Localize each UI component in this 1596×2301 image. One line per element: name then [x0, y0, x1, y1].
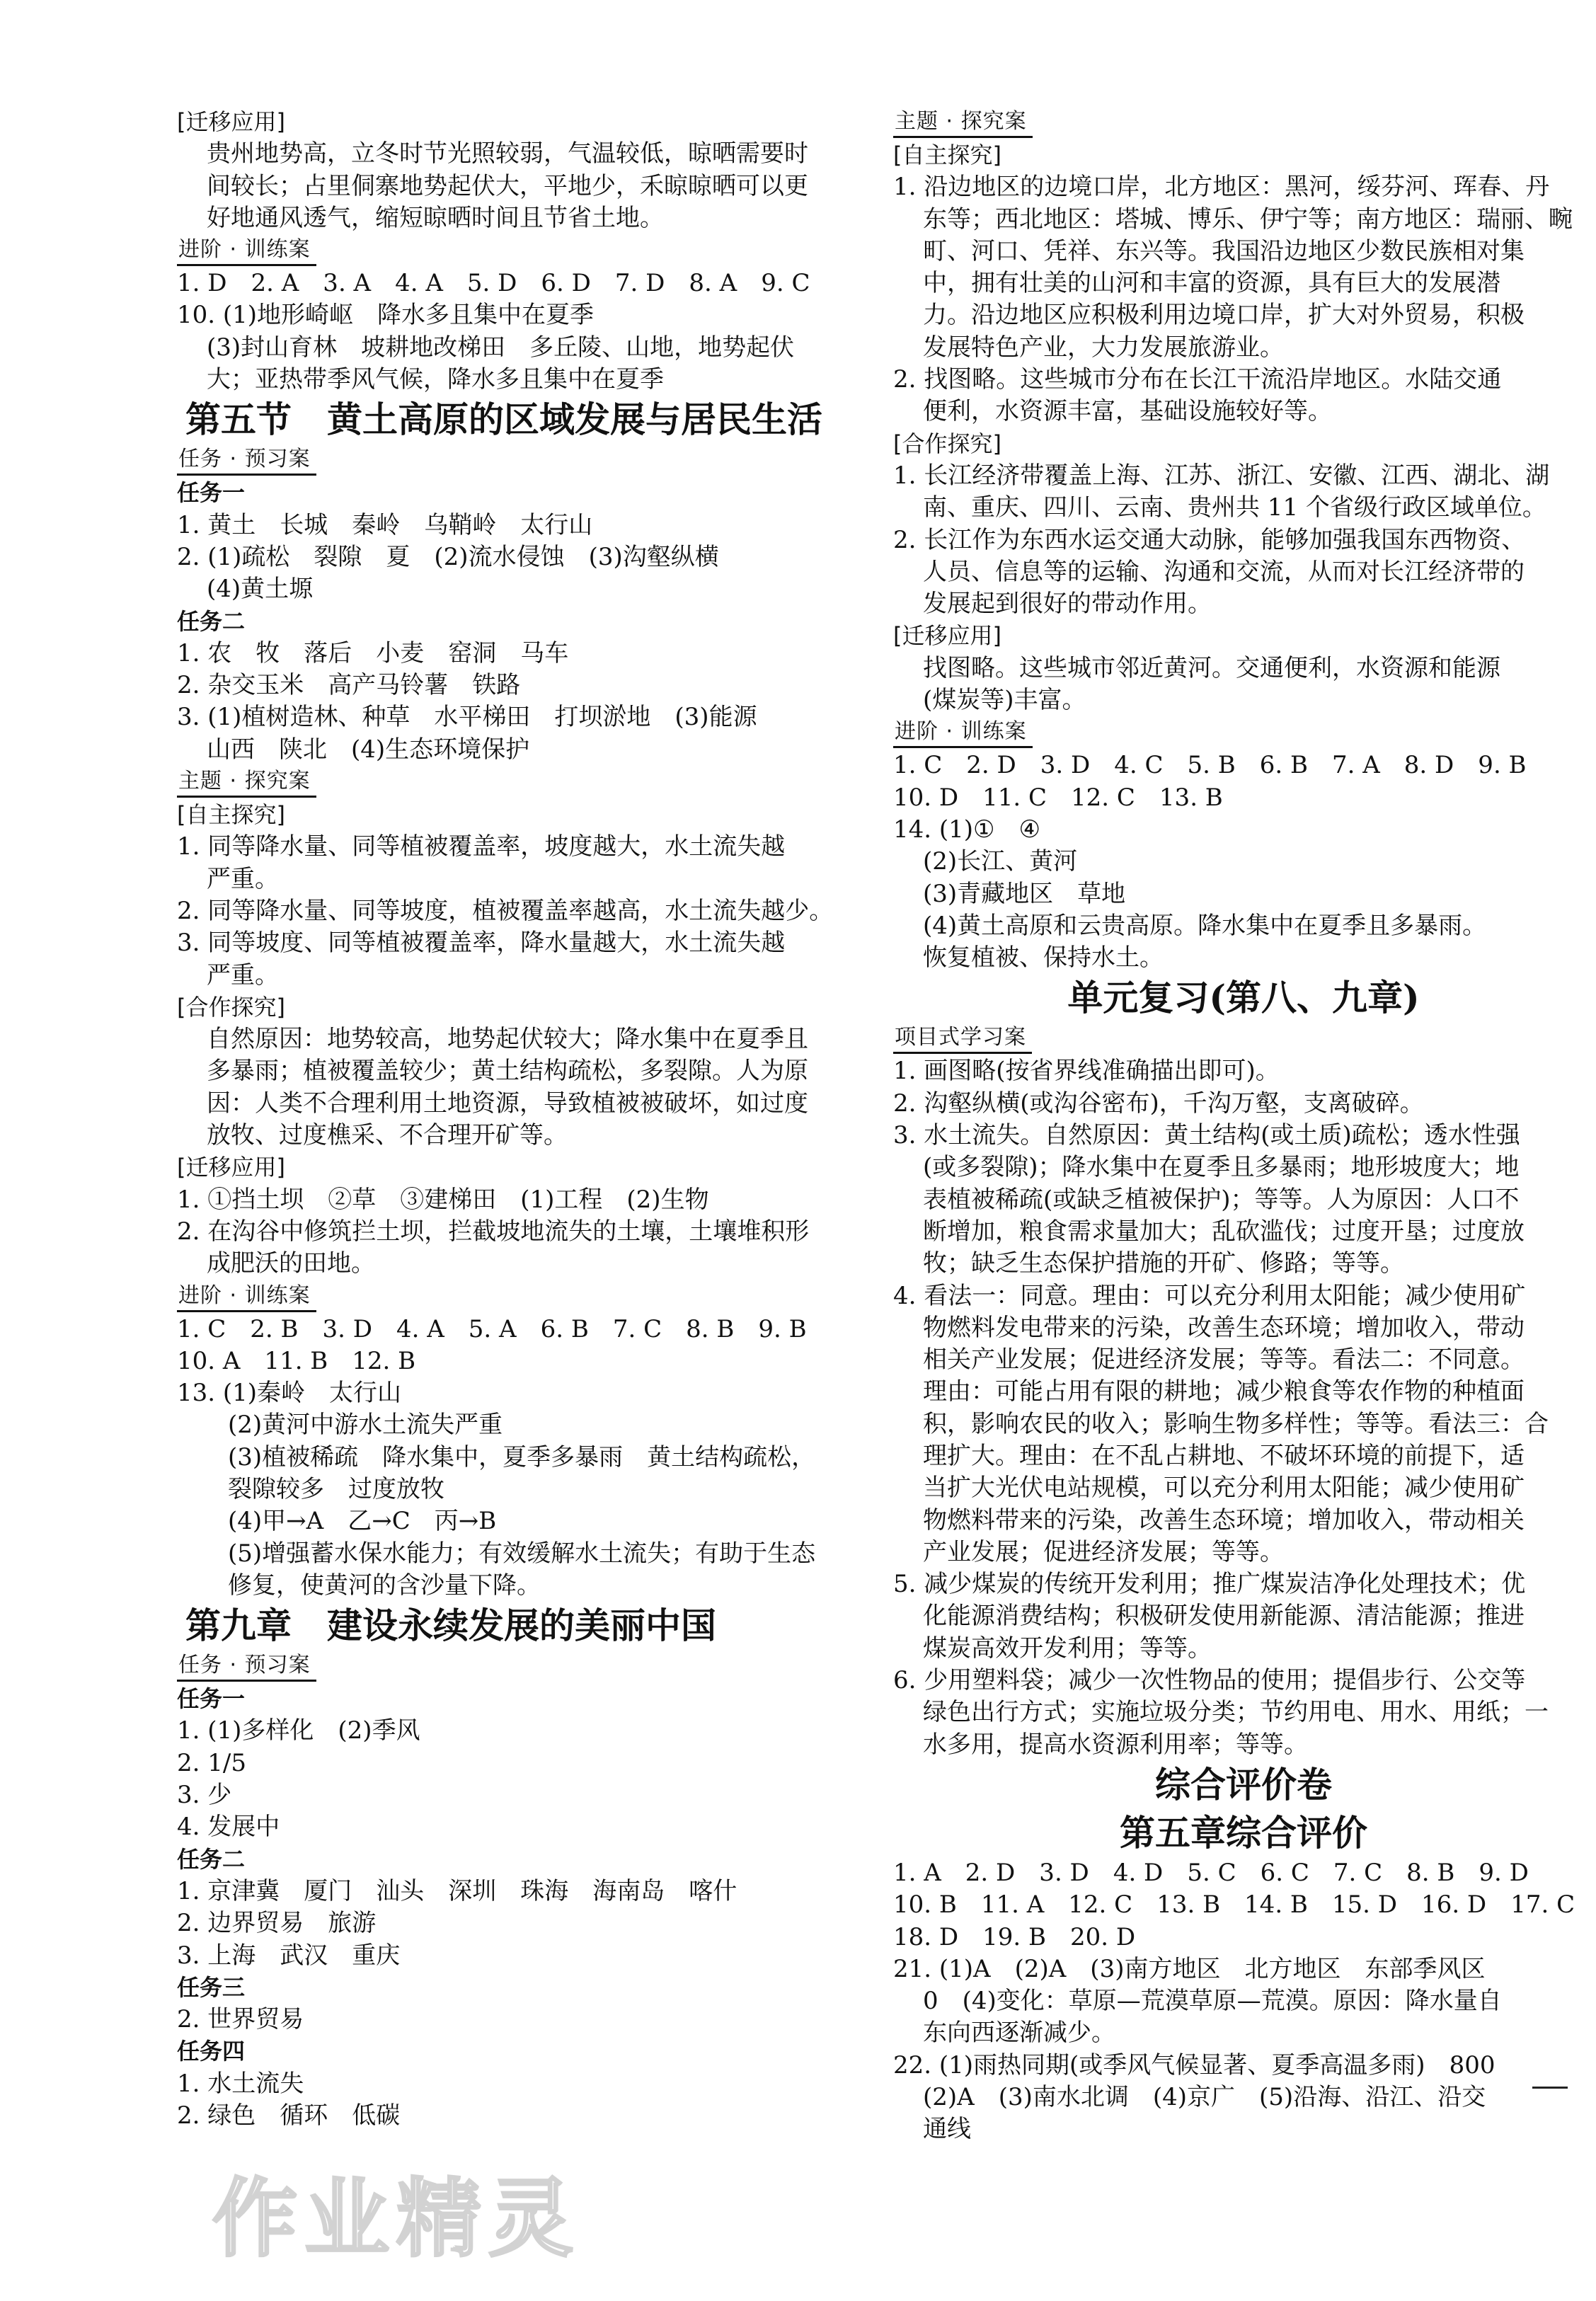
answer-line: 东向西逐渐减少。 — [923, 2019, 1115, 2048]
answer-line: 22. (1)雨热同期(或季风气候显著、夏季高温多雨) 800 — [893, 2050, 1495, 2079]
answer-line: 便利，水资源丰富，基础设施较好等。 — [923, 397, 1332, 426]
answer-line: 1. 京津冀 厦门 汕头 深圳 珠海 海南岛 喀什 — [177, 1876, 737, 1905]
subsection-label: [ 迁移应用 ] — [177, 106, 878, 138]
answer-line: 2. (1)疏松 裂隙 夏 (2)流水侵蚀 (3)沟壑纵横 — [177, 542, 719, 571]
answer-line: 裂隙较多 过度放牧 — [228, 1474, 444, 1503]
section-tag: 主题 · 探究案 — [893, 108, 1033, 138]
answer-line: 2. 沟壑纵横(或沟谷密布)，千沟万壑，支离破碎。 — [893, 1089, 1424, 1118]
answer-line: 表植被稀疏(或缺乏植被保护)；等等。人为原因：人口不 — [923, 1185, 1520, 1214]
answer-line: 力。沿边地区应积极利用边境口岸，扩大对外贸易，积极 — [923, 301, 1525, 330]
answer-line: (2)黄河中游水土流失严重 — [228, 1411, 503, 1440]
section-tag-row — [177, 234, 878, 268]
task-heading: 任务一 — [177, 1685, 246, 1713]
section-tag: 任务 · 预习案 — [177, 445, 316, 476]
answer-line: 14. (1)① ④ — [893, 815, 1041, 844]
answer-line: 1. D 2. A 3. A 4. A 5. D 6. D 7. D 8. A 9. C — [177, 269, 810, 298]
answer-line: 间较长；占里侗寨地势起伏大，平地少，禾晾晾晒可以更 — [207, 171, 808, 200]
subsection-label: [ 迁移应用 ] — [893, 620, 1594, 652]
answer-line: 10. (1)地形崎岖 降水多且集中在夏季 — [177, 301, 595, 330]
answer-line: 1. C 2. D 3. D 4. C 5. B 6. B 7. A 8. D 9. B — [893, 751, 1527, 780]
answer-line: (3)青藏地区 草地 — [923, 879, 1126, 908]
task-heading: 任务三 — [177, 1973, 246, 2001]
answer-line: 2. 1/5 — [177, 1748, 246, 1777]
answer-line: 煤炭高效开发利用；等等。 — [923, 1634, 1212, 1663]
answer-line: 3. 同等坡度、同等植被覆盖率，降水量越大，水土流失越 — [177, 929, 786, 958]
answer-line: 10. A 11. B 12. B — [177, 1346, 416, 1375]
answer-line: 13. (1)秦岭 太行山 — [177, 1379, 402, 1408]
answer-line: (煤炭等)丰富。 — [923, 686, 1086, 715]
answer-line: 5. 减少煤炭的传统开发利用；推广煤炭洁净化处理技术；优 — [893, 1570, 1526, 1599]
page-corner-mark — [1532, 2087, 1568, 2089]
answer-line: 21. (1)A (2)A (3)南方地区 北方地区 东部季风区 — [893, 1954, 1486, 1983]
answer-line: 通线 — [923, 2115, 971, 2144]
answer-line: 3. 水土流失。自然原因：黄土结构(或土质)疏松；透水性强 — [893, 1121, 1520, 1150]
subsection-label: [ 合作探究 ] — [177, 992, 878, 1023]
answer-line: 绿色出行方式；实施垃圾分类；节约用电、用水、用纸；一 — [923, 1698, 1549, 1727]
answer-line: 1. 同等降水量、同等植被覆盖率，坡度越大，水土流失越 — [177, 832, 786, 861]
answer-line: 2. 同等降水量、同等坡度，植被覆盖率越高，水土流失越少。 — [177, 896, 834, 925]
section-tag: 进阶 · 训练案 — [177, 1282, 316, 1312]
answer-line: (3)封山育林 坡耕地改梯田 多丘陵、山地，地势起伏 — [207, 333, 795, 362]
section-heading: 第五章综合评价 — [1120, 1811, 1367, 1854]
answer-line: 多暴雨；植被覆盖较少；黄土结构疏松，多裂隙。人为原 — [207, 1057, 808, 1086]
answer-line: 恢复植被、保持水土。 — [923, 943, 1164, 972]
section-heading: 第五节 黄土高原的区域发展与居民生活 — [185, 398, 822, 441]
answer-line: 1. (1)多样化 (2)季风 — [177, 1716, 420, 1745]
answer-line: 成肥沃的田地。 — [207, 1249, 375, 1278]
answer-line: (4)黄土高原和云贵高原。降水集中在夏季且多暴雨。 — [923, 911, 1487, 940]
section-tag: 项目式学习案 — [893, 1023, 1032, 1054]
answer-line: 积，影响农民的收入；影响生物多样性；等等。看法三：合 — [923, 1409, 1549, 1438]
answer-line: 大；亚热带季风气候，降水多且集中在夏季 — [207, 365, 664, 394]
answer-line: (4)黄土塬 — [207, 575, 314, 604]
right-column — [893, 106, 1594, 2146]
task-heading: 任务四 — [177, 2038, 246, 2065]
subsection-label: [ 自主探究 ] — [177, 799, 878, 831]
answer-line: 6. 少用塑料袋；减少一次性物品的使用；提倡步行、公交等 — [893, 1666, 1526, 1695]
task-heading: 任务二 — [177, 607, 246, 635]
answer-line: 3. 上海 武汉 重庆 — [177, 1941, 401, 1970]
answer-line: 东等；西北地区：塔城、博乐、伊宁等；南方地区：瑞丽、畹 — [923, 205, 1573, 234]
section-heading: 单元复习(第八、九章) — [1067, 977, 1420, 1019]
answer-line: 3. (1)植树造林、种草 水平梯田 打坝淤地 (3)能源 — [177, 703, 757, 732]
task-heading: 任务二 — [177, 1845, 246, 1873]
answer-line: 当扩大光伏电站规模，可以充分利用太阳能；减少使用矿 — [923, 1474, 1525, 1503]
section-tag: 进阶 · 训练案 — [893, 718, 1033, 748]
answer-line: (2)A (3)南水北调 (4)京广 (5)沿海、沿江、沿交 — [923, 2083, 1486, 2112]
answer-line: 2. 世界贸易 — [177, 2005, 304, 2034]
answer-line: 1. 农 牧 落后 小麦 窑洞 马车 — [177, 638, 569, 667]
section-tag-row — [893, 1022, 1594, 1055]
answer-line: (5)增强蓄水保水能力；有效缓解水土流失；有助于生态 — [228, 1539, 816, 1568]
answer-line: 产业发展；促进经济发展；等等。 — [923, 1537, 1284, 1566]
answer-line: 18. D 19. B 20. D — [893, 1922, 1136, 1951]
section-tag-row — [893, 106, 1594, 139]
answer-line: 3. 少 — [177, 1781, 232, 1810]
answer-line: 物燃料带来的污染，改善生态环境；增加收入，带动相关 — [923, 1505, 1525, 1534]
section-tag-row — [177, 1650, 878, 1683]
answer-line: (或多裂隙)；降水集中在夏季且多暴雨；地形坡度大；地 — [923, 1153, 1520, 1182]
answer-line: 1. 水土流失 — [177, 2069, 304, 2098]
answer-line: 10. D 11. C 12. C 13. B — [893, 783, 1223, 812]
answer-line: 好地通风透气，缩短晾晒时间且节省土地。 — [207, 203, 664, 232]
answer-line: 2. 在沟谷中修筑拦土坝，拦截坡地流失的土壤，土壤堆积形 — [177, 1217, 810, 1246]
answer-line: 化能源消费结构；积极研发使用新能源、清洁能源；推进 — [923, 1602, 1525, 1631]
answer-line: 贵州地势高，立冬时节光照较弱，气温较低，晾晒需要时 — [207, 139, 808, 168]
answer-line: 2. 边界贸易 旅游 — [177, 1909, 377, 1938]
left-column — [177, 106, 878, 2132]
answer-line: 1. 长江经济带覆盖上海、江苏、浙江、安徽、江西、湖北、湖 — [893, 461, 1550, 490]
answer-line: 因：人类不合理利用土地资源，导致植被被破坏，如过度 — [207, 1089, 808, 1118]
answer-line: 理由：可能占用有限的耕地；减少粮食等农作物的种植面 — [923, 1377, 1525, 1406]
section-tag: 进阶 · 训练案 — [177, 236, 316, 266]
answer-line: (2)长江、黄河 — [923, 847, 1078, 876]
answer-line: 严重。 — [207, 864, 279, 893]
answer-line: 1. C 2. B 3. D 4. A 5. A 6. B 7. C 8. B 9. B — [177, 1314, 807, 1343]
answer-line: 2. 长江作为东西水运交通大动脉，能够加强我国东西物资、 — [893, 525, 1526, 554]
answer-line: 1. 画图略(按省界线准确描出即可)。 — [893, 1057, 1280, 1086]
answer-line: 1. A 2. D 3. D 4. D 5. C 6. C 7. C 8. B 9. D — [893, 1858, 1529, 1887]
answer-line: 水多用，提高水资源利用率；等等。 — [923, 1730, 1308, 1759]
answer-line: 发展起到很好的带动作用。 — [923, 590, 1212, 619]
answer-line: 山西 陕北 (4)生态环境保护 — [207, 735, 530, 764]
section-tag: 主题 · 探究案 — [177, 767, 316, 798]
answer-line: 0 (4)变化：草原—荒漠草原—荒漠。原因：降水量自 — [923, 1987, 1502, 2016]
answer-line: 2. 杂交玉米 高产马铃薯 铁路 — [177, 671, 521, 700]
answer-line: 相关产业发展；促进经济发展；等等。看法二：不同意。 — [923, 1345, 1525, 1375]
answer-line: 10. B 11. A 12. C 13. B 14. B 15. D 16. D 17. C — [893, 1890, 1575, 1920]
answer-line: 找图略。这些城市邻近黄河。交通便利，水资源和能源 — [923, 653, 1500, 682]
answer-line: 2. 绿色 循环 低碳 — [177, 2101, 401, 2130]
subsection-label: [ 自主探究 ] — [893, 139, 1594, 171]
answer-line: (3)植被稀疏 降水集中，夏季多暴雨 黄土结构疏松， — [228, 1442, 816, 1471]
answer-line: 理扩大。理由：在不乱占耕地、不破坏环境的前提下，适 — [923, 1441, 1525, 1470]
answer-line: 修复，使黄河的含沙量下降。 — [228, 1571, 541, 1600]
section-tag-row — [177, 444, 878, 477]
answer-line: 人员、信息等的运输、沟通和交流，从而对长江经济带的 — [923, 557, 1525, 586]
subsection-label: [ 迁移应用 ] — [177, 1152, 878, 1183]
answer-line: 放牧、过度樵采、不合理开矿等。 — [207, 1121, 568, 1150]
answer-line: 4. 发展中 — [177, 1813, 280, 1842]
answer-line: 1. 黄土 长城 秦岭 乌鞘岭 太行山 — [177, 510, 593, 539]
answer-line: 严重。 — [207, 960, 279, 989]
answer-line: 中，拥有壮美的山河和丰富的资源，具有巨大的发展潜 — [923, 269, 1500, 298]
answer-line: 牧；缺乏生态保护措施的开矿、修路；等等。 — [923, 1249, 1404, 1278]
answer-line: 1. ①挡土坝 ②草 ③建梯田 (1)工程 (2)生物 — [177, 1185, 709, 1214]
answer-line: 南、重庆、四川、云南、贵州共 11 个省级行政区域单位。 — [923, 493, 1546, 522]
answer-line: 4. 看法一：同意。理由：可以充分利用太阳能；减少使用矿 — [893, 1281, 1526, 1310]
subsection-label: [ 合作探究 ] — [893, 428, 1594, 460]
section-heading: 综合评价卷 — [1155, 1763, 1332, 1806]
section-heading: 第九章 建设永续发展的美丽中国 — [185, 1605, 716, 1647]
answer-line: 町、河口、凭祥、东兴等。我国沿边地区少数民族相对集 — [923, 236, 1525, 265]
section-tag: 任务 · 预习案 — [177, 1651, 316, 1682]
answer-line: 自然原因：地势较高，地势起伏较大；降水集中在夏季且 — [207, 1025, 808, 1054]
task-heading: 任务一 — [177, 479, 246, 507]
answer-line: (4)甲→A 乙→C 丙→B — [228, 1507, 497, 1536]
answer-line: 物燃料发电带来的污染，改善生态环境；增加收入，带动 — [923, 1313, 1525, 1342]
answer-line: 1. 沿边地区的边境口岸，北方地区：黑河，绥芬河、珲春、丹 — [893, 173, 1550, 202]
answer-line: 2. 找图略。这些城市分布在长江干流沿岸地区。水陆交通 — [893, 365, 1502, 394]
section-tag-row — [893, 716, 1594, 750]
answer-line: 断增加，粮食需求量加大；乱砍滥伐；过度开垦；过度放 — [923, 1217, 1525, 1246]
section-tag-row — [177, 766, 878, 799]
section-tag-row — [177, 1280, 878, 1314]
watermark-text: 作业精灵 — [212, 2170, 580, 2268]
answer-line: 发展特色产业，大力发展旅游业。 — [923, 333, 1284, 362]
